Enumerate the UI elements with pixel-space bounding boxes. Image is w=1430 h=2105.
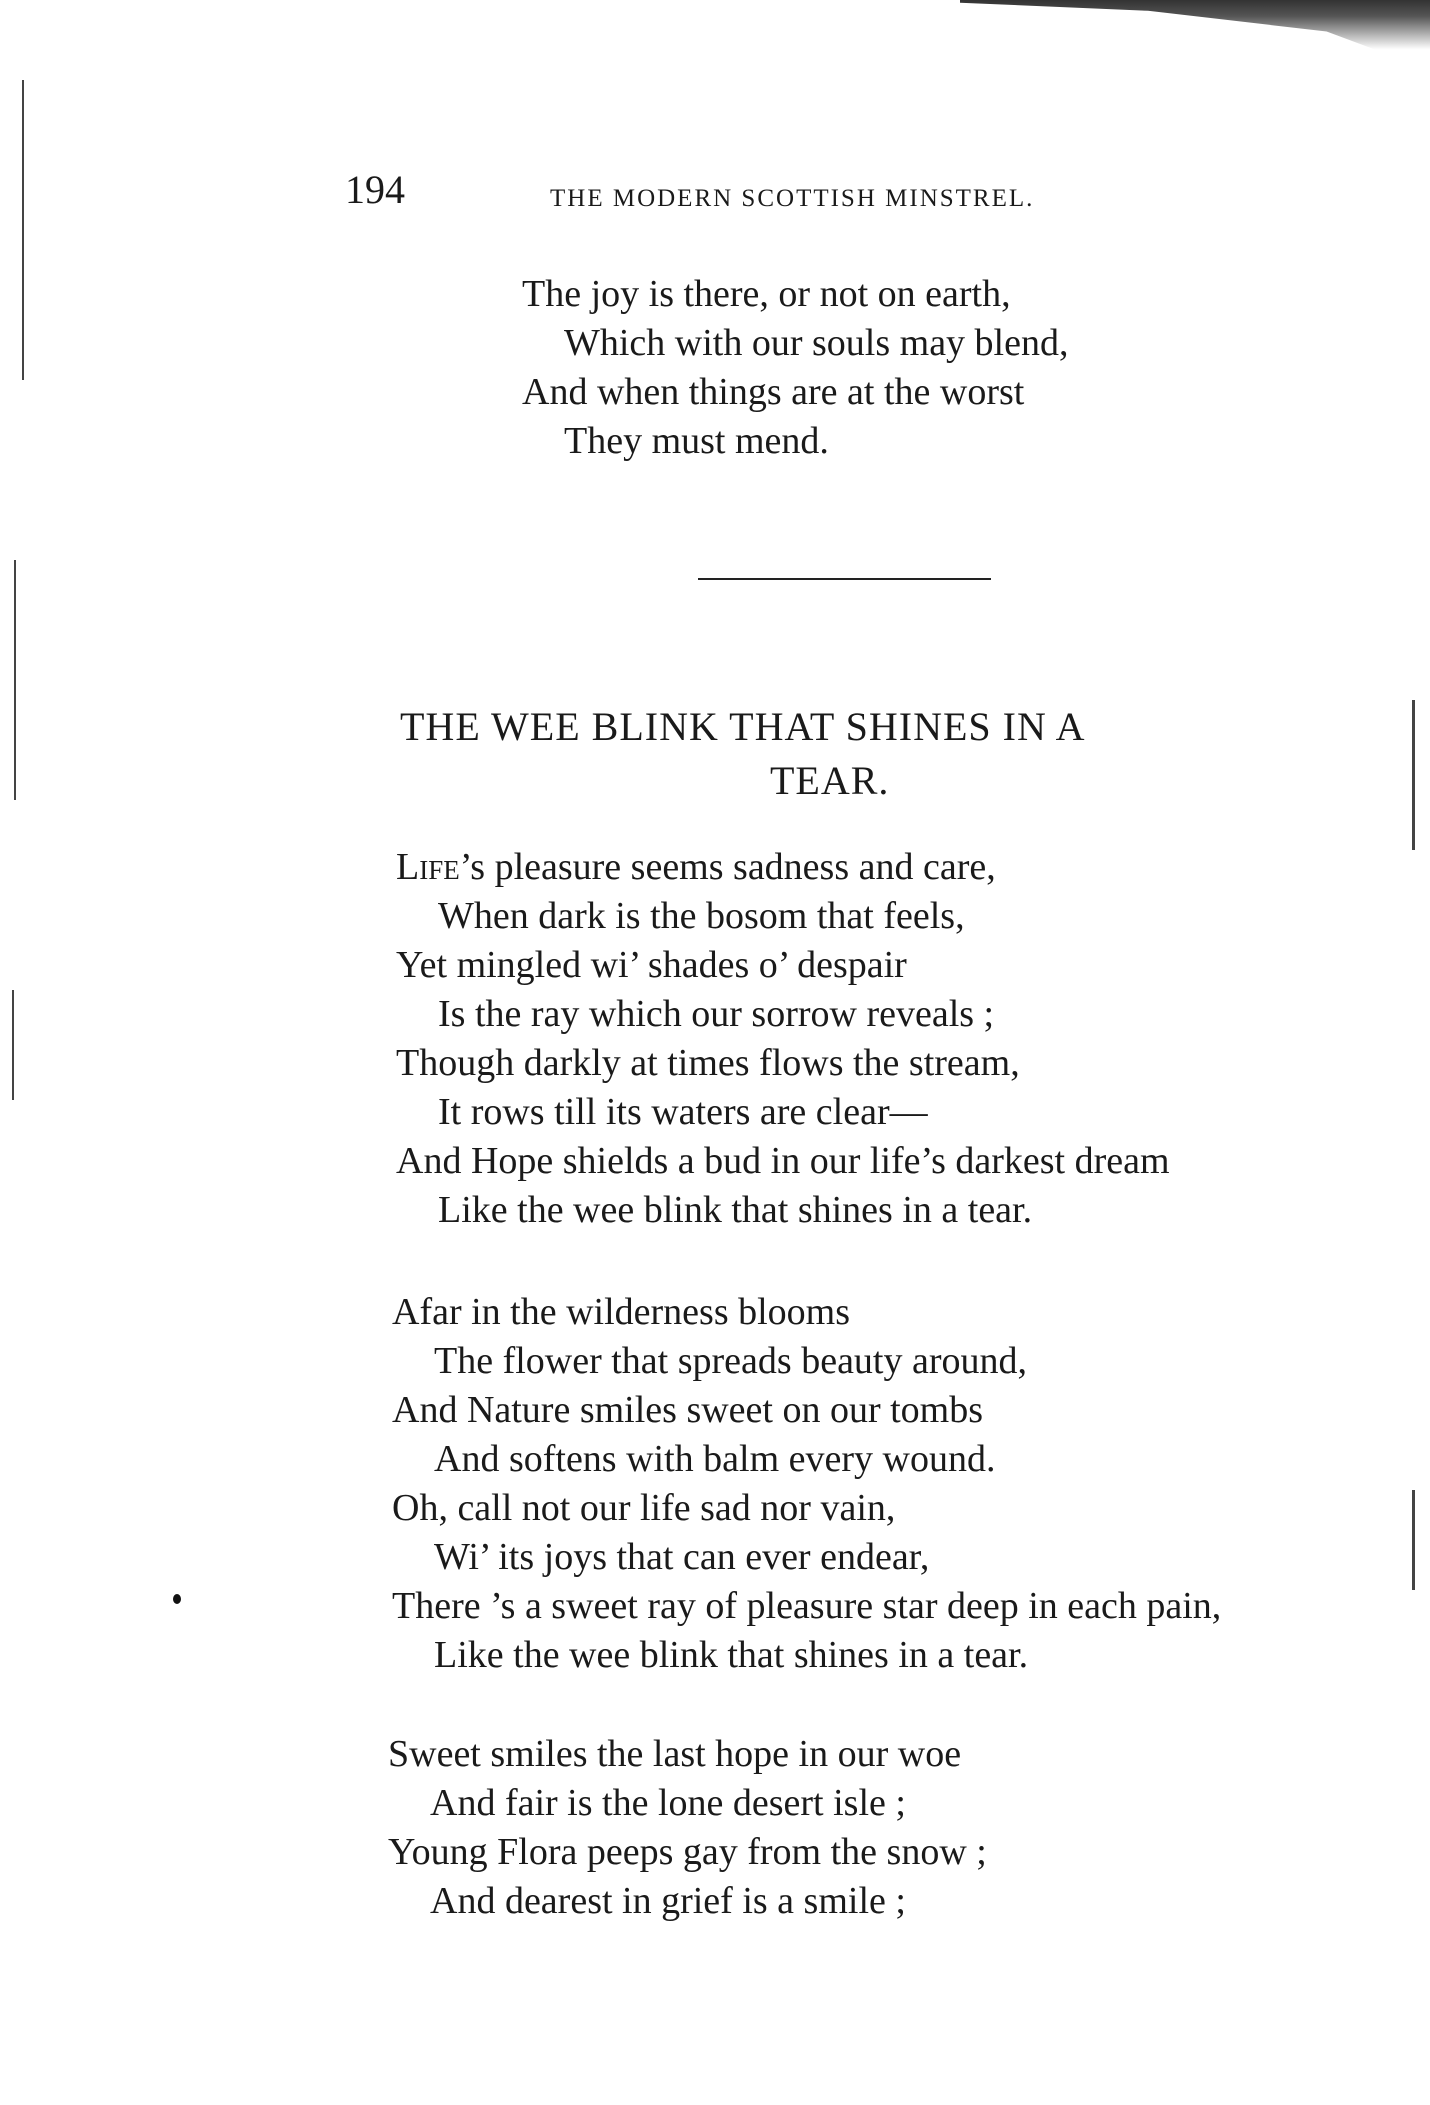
verse-line: Wi’ its joys that can ever endear, — [434, 1536, 930, 1578]
verse-line: Which with our souls may blend, — [564, 322, 1069, 364]
scan-margin-line — [22, 80, 24, 380]
scan-dot — [173, 1594, 181, 1604]
verse-line: And Hope shields a bud in our life’s darkest dream — [396, 1140, 1170, 1182]
poem-title-line: THE WEE BLINK THAT SHINES IN A — [400, 704, 1086, 749]
scan-edge-line — [1412, 1490, 1415, 1590]
scan-margin-line — [14, 560, 16, 800]
previous-poem-ending — [522, 270, 1068, 466]
poem-title-line: TEAR. — [770, 758, 890, 803]
scan-shadow — [960, 0, 1430, 90]
verse-line: They must mend. — [564, 420, 829, 462]
stanza-2 — [392, 1288, 1221, 1680]
verse-line: The joy is there, or not on earth, — [522, 273, 1011, 315]
verse-line: And when things are at the worst — [522, 371, 1025, 413]
verse-line: Oh, call not our life sad nor vain, — [392, 1487, 896, 1529]
verse-line: And Nature smiles sweet on our tombs — [392, 1389, 984, 1431]
poem-title — [400, 700, 1290, 808]
verse-line: And fair is the lone desert isle ; — [430, 1782, 906, 1824]
verse-line: Though darkly at times flows the stream, — [396, 1042, 1020, 1084]
verse-line: Yet mingled wi’ shades o’ despair — [396, 944, 907, 986]
verse-line: There ’s a sweet ray of pleasure star deep in each pain, — [392, 1585, 1222, 1627]
verse-line-rest: ’s pleasure seems sadness and care, — [459, 846, 996, 888]
stanza-1 — [396, 843, 1170, 1235]
verse-line: Sweet smiles the last hope in our woe — [388, 1733, 962, 1775]
verse-line: Like the wee blink that shines in a tear. — [438, 1189, 1033, 1231]
verse-line: Like the wee blink that shines in a tear. — [434, 1634, 1029, 1676]
running-title: THE MODERN SCOTTISH MINSTREL. — [550, 185, 1035, 212]
verse-line: Young Flora peeps gay from the snow ; — [388, 1831, 987, 1873]
scan-edge-line — [1412, 700, 1415, 850]
verse-line-first — [396, 843, 1170, 892]
section-divider — [698, 578, 991, 580]
verse-line: Is the ray which our sorrow reveals ; — [438, 993, 995, 1035]
verse-line: When dark is the bosom that feels, — [438, 895, 965, 937]
verse-line: And softens with balm every wound. — [434, 1438, 996, 1480]
verse-line: Afar in the wilderness blooms — [392, 1291, 851, 1333]
page-number: 194 — [345, 167, 405, 212]
scan-margin-line — [12, 990, 14, 1100]
verse-line: It rows till its waters are clear— — [438, 1091, 928, 1133]
stanza-3 — [388, 1730, 987, 1926]
verse-line: The flower that spreads beauty around, — [434, 1340, 1028, 1382]
page-header — [345, 167, 1145, 230]
drop-word: Life — [396, 846, 460, 888]
verse-line: And dearest in grief is a smile ; — [430, 1880, 906, 1922]
